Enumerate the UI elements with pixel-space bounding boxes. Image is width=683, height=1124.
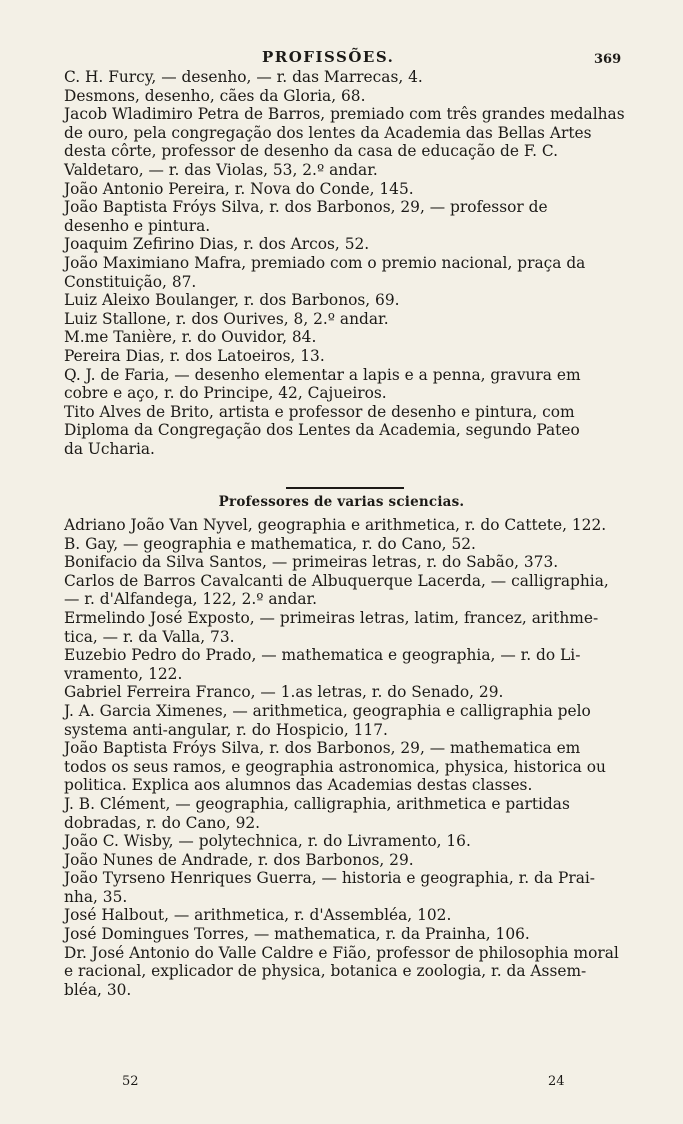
directory-entry [64,347,630,366]
directory-entry [64,702,630,739]
directory-entry [64,235,630,254]
entry-line: desta côrte, professor de desenho da casa de educação de F. C. [64,142,559,161]
entry-line: Carlos de Barros Cavalcanti de Albuquerque Lacerda, — calligraphia, [64,571,609,590]
entry-line: Bonifacio da Silva Santos, — primeiras letras, r. do Sabão, 373. [64,553,559,572]
entry-line: desenho e pintura. [64,216,211,235]
entry-line: João Nunes de Andrade, r. dos Barbonos, 29. [64,850,414,869]
entry-line: Q. J. de Faria, — desenho elementar a lapis e a penna, gravura em [64,365,581,384]
directory-entry [64,254,630,291]
entry-line: cobre e aço, r. do Principe, 42, Cajueiros. [64,384,387,403]
entry-line: João Baptista Fróys Silva, r. dos Barbonos, 29, — mathematica em [64,739,581,758]
directory-entry [64,739,630,795]
entry-line: Pereira Dias, r. dos Latoeiros, 13. [64,346,325,365]
entry-line: Luiz Aleixo Boulanger, r. dos Barbonos, 69. [64,291,400,310]
entry-line: Diploma da Congregação dos Lentes da Academia, segundo Pateo [64,421,580,440]
directory-entry [64,366,630,403]
directory-entry [64,832,630,851]
entry-line: Gabriel Ferreira Franco, — 1.as letras, r. do Senado, 29. [64,683,504,702]
entry-line: systema anti-angular, r. do Hospicio, 117. [64,720,388,739]
entry-line: e racional, explicador de physica, botanica e zoologia, r. da Assem- [64,962,587,981]
directory-entry [64,535,630,554]
directory-entry [64,87,630,106]
entry-line: Luiz Stallone, r. dos Ourives, 8, 2.º andar. [64,309,389,328]
entry-line: dobradas, r. do Cano, 92. [64,813,261,832]
entry-line: José Halbout, — arithmetica, r. d'Assembléa, 102. [64,906,452,925]
page-header [0,44,683,70]
directory-entry [64,609,630,646]
running-title: PROFISSÕES. [262,48,395,66]
directory-entry [64,328,630,347]
signature-mark-left: 52 [122,1074,139,1089]
entry-line: tica, — r. da Valla, 73. [64,627,235,646]
directory-entry [64,68,630,87]
directory-entry [64,906,630,925]
entry-line: José Domingues Torres, — mathematica, r. da Prainha, 106. [64,925,530,944]
entry-line: João Antonio Pereira, r. Nova do Conde, 145. [64,179,414,198]
entry-line: J. B. Clément, — geographia, calligraphia, arithmetica e partidas [64,794,570,813]
directory-entry [64,553,630,572]
entry-line: todos os seus ramos, e geographia astronomica, physica, historica ou [64,757,606,776]
entry-line: João Baptista Fróys Silva, r. dos Barbonos, 29, — professor de [64,198,548,217]
directory-entry [64,516,630,535]
entry-line: B. Gay, — geographia e mathematica, r. do Cano, 52. [64,534,476,553]
entry-line: — r. d'Alfandega, 122, 2.º andar. [64,590,318,609]
directory-entry [64,646,630,683]
directory-entry [64,572,630,609]
section-heading: Professores de varias sciencias. [218,494,465,510]
entry-line: Ermelindo José Exposto, — primeiras letras, latim, francez, arithme- [64,608,599,627]
entry-line: M.me Tanière, r. do Ouvidor, 84. [64,328,317,347]
entry-line: de ouro, pela congregação dos lentes da Academia das Bellas Artes [64,123,592,142]
entry-line: vramento, 122. [64,664,183,683]
entry-line: nha, 35. [64,887,128,906]
directory-entry [64,683,630,702]
directory-entry [64,403,630,459]
entry-line: politica. Explica aos alumnos das Academias destas classes. [64,776,533,795]
directory-entry [64,851,630,870]
directory-entry [64,198,630,235]
entry-line: Tito Alves de Brito, artista e professor de desenho e pintura, com [64,402,575,421]
entry-line: da Ucharia. [64,439,155,458]
directory-entry [64,105,630,179]
directory-entry [64,869,630,906]
section-divider [286,487,404,489]
directory-entry [64,180,630,199]
entry-line: Euzebio Pedro do Prado, — mathematica e geographia, — r. do Li- [64,646,581,665]
entry-line: Desmons, desenho, cães da Gloria, 68. [64,86,366,105]
entry-line: Jacob Wladimiro Petra de Barros, premiado com três grandes medalhas [64,105,625,124]
entry-line: C. H. Furcy, — desenho, — r. das Marrecas, 4. [64,68,423,86]
entry-line: Dr. José Antonio do Valle Caldre e Fião, professor de philosophia moral [64,943,619,962]
directory-entry [64,310,630,329]
directory-list-sciences [64,516,630,999]
directory-list-drawing [64,68,630,458]
entry-line: Constituição, 87. [64,272,197,291]
directory-entry [64,291,630,310]
page-number: 369 [594,52,622,67]
entry-line: Adriano João Van Nyvel, geographia e arithmetica, r. do Cattete, 122. [64,516,607,534]
directory-entry [64,795,630,832]
entry-line: Joaquim Zefirino Dias, r. dos Arcos, 52. [64,235,370,254]
entry-line: Valdetaro, — r. das Violas, 53, 2.º andar. [64,160,378,179]
entry-line: João C. Wisby, — polytechnica, r. do Livramento, 16. [64,832,471,851]
entry-line: João Maximiano Mafra, premiado com o premio nacional, praça da [64,253,586,272]
signature-mark-right: 24 [548,1074,565,1089]
entry-line: João Tyrseno Henriques Guerra, — historia e geographia, r. da Prai- [64,869,595,888]
directory-entry [64,944,630,1000]
entry-line: J. A. Garcia Ximenes, — arithmetica, geographia e calligraphia pelo [64,701,591,720]
entry-line: bléa, 30. [64,980,132,999]
directory-entry [64,925,630,944]
